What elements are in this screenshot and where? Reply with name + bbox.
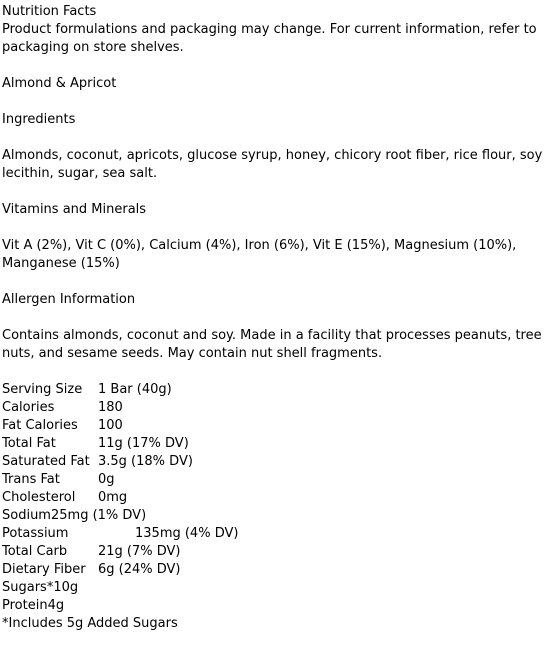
nutrition-label: Serving Size	[2, 382, 83, 397]
nutrition-label: Calories	[2, 400, 55, 415]
ingredients-title: Ingredients	[2, 112, 76, 127]
nutrition-value: 135mg (4% DV)	[135, 526, 239, 541]
nutrition-label: Potassium	[2, 526, 69, 541]
nutrition-value: 10g	[53, 580, 79, 595]
nutrition-label: Dietary Fiber	[2, 562, 86, 577]
page-heading: Nutrition Facts	[2, 4, 97, 19]
nutrition-row-fat-calories	[2, 417, 557, 435]
spacer	[2, 219, 557, 237]
nutrition-label: Fat Calories	[2, 418, 78, 433]
spacer	[2, 129, 557, 147]
footnote: *Includes 5g Added Sugars	[2, 616, 178, 631]
nutrition-row-potassium	[2, 525, 557, 543]
nutrition-value: 100	[98, 418, 123, 433]
nutrition-label: Trans Fat	[2, 472, 60, 487]
product-name: Almond & Apricot	[2, 76, 117, 91]
nutrition-value: 3.5g (18% DV)	[98, 454, 193, 469]
nutrition-row-sodium	[2, 507, 557, 525]
nutrition-value: 11g (17% DV)	[98, 436, 189, 451]
nutrition-label: Sodium	[2, 508, 51, 523]
nutrition-row-protein	[2, 597, 557, 615]
nutrition-row-dietary-fiber	[2, 561, 557, 579]
spacer	[2, 93, 557, 111]
nutrition-row-sugars	[2, 579, 557, 597]
nutrition-label: Saturated Fat	[2, 454, 90, 469]
nutrition-label: Cholesterol	[2, 490, 76, 505]
vitamins-text: Vit A (2%), Vit C (0%), Calcium (4%), Iron (6%), Vit E (15%), Magnesium (10%), Manganese (15%)	[2, 238, 517, 271]
nutrition-label: Protein	[2, 598, 48, 613]
ingredients-text: Almonds, coconut, apricots, glucose syrup, honey, chicory root fiber, rice flour, soy lecithin, sugar, sea salt.	[2, 148, 543, 181]
spacer	[2, 363, 557, 381]
nutrition-label: Sugars*	[2, 580, 54, 595]
nutrition-label: Total Fat	[2, 436, 56, 451]
nutrition-row-trans-fat	[2, 471, 557, 489]
spacer	[2, 57, 557, 75]
nutrition-value: 0mg	[98, 490, 128, 505]
nutrition-row-total-carb	[2, 543, 557, 561]
nutrition-value: 4g	[47, 598, 65, 613]
allergen-title: Allergen Information	[2, 292, 136, 307]
nutrition-value: 1 Bar (40g)	[98, 382, 172, 397]
nutrition-label: Total Carb	[2, 544, 68, 559]
spacer	[2, 309, 557, 327]
spacer	[2, 273, 557, 291]
disclaimer-text: Product formulations and packaging may change. For current information, refer to packaging on store shelves.	[2, 22, 537, 55]
nutrition-row-cholesterol	[2, 489, 557, 507]
nutrition-value: 180	[98, 400, 123, 415]
nutrition-value: 25mg (1% DV)	[50, 508, 147, 523]
nutrition-row-total-fat	[2, 435, 557, 453]
nutrition-value: 0g	[98, 472, 115, 487]
vitamins-title: Vitamins and Minerals	[2, 202, 147, 217]
nutrition-row-serving-size	[2, 381, 557, 399]
nutrition-value: 6g (24% DV)	[98, 562, 181, 577]
allergen-text: Contains almonds, coconut and soy. Made in a facility that processes peanuts, tree nuts, and sesame seeds. May contain nut shell fragments.	[2, 328, 542, 361]
spacer	[2, 183, 557, 201]
nutrition-value: 21g (7% DV)	[98, 544, 181, 559]
nutrition-table	[2, 381, 557, 615]
nutrition-row-saturated-fat	[2, 453, 557, 471]
nutrition-row-calories	[2, 399, 557, 417]
